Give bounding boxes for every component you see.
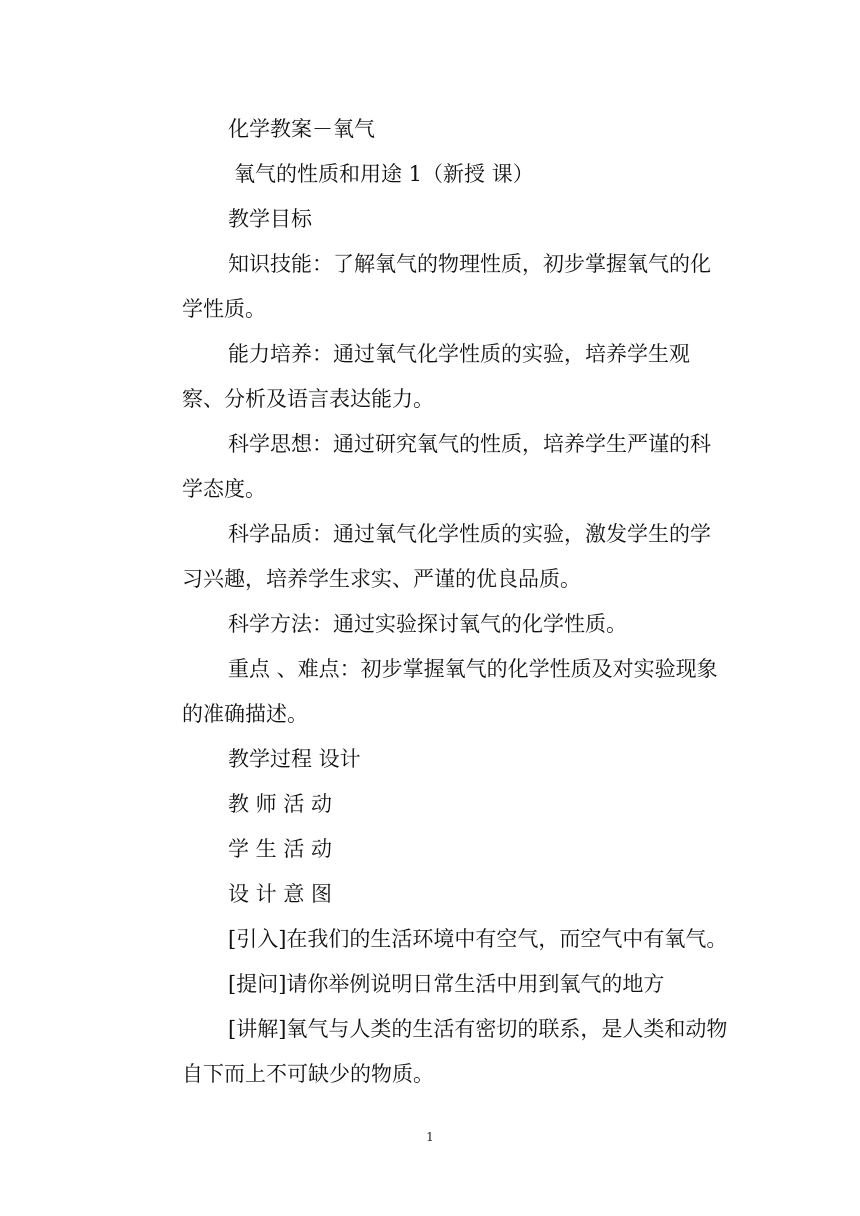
paragraph-explanation: [讲解]氧气与人类的生活有密切的联系，是人类和动物自下而上不可缺少的物质。 bbox=[182, 1017, 728, 1086]
paragraph-scientific-quality: 科学品质：通过氧气化学性质的实验，激发学生的学习兴趣，培养学生求实、严谨的优良品质。 bbox=[182, 522, 711, 591]
section-heading-teaching-process: 教学过程 设计 bbox=[228, 747, 361, 771]
paragraph-question: [提问]请你举例说明日常生活中用到氧气的地方 bbox=[228, 972, 665, 996]
document-title: 化学教案－氧气 bbox=[228, 117, 375, 141]
paragraph-introduction: [引入]在我们的生活环境中有空气，而空气中有氧气。 bbox=[228, 927, 728, 951]
paragraph-scientific-thinking: 科学思想：通过研究氧气的性质，培养学生严谨的科学态度。 bbox=[182, 432, 711, 501]
document-body bbox=[182, 107, 730, 1097]
paragraph-knowledge-skills: 知识技能：了解氧气的物理性质，初步掌握氧气的化学性质。 bbox=[182, 252, 711, 321]
page-number: 1 bbox=[426, 1130, 434, 1144]
paragraph-scientific-method: 科学方法：通过实验探讨氧气的化学性质。 bbox=[228, 612, 627, 636]
column-design-intent: 设 计 意 图 bbox=[228, 882, 333, 906]
column-teacher-activity: 教 师 活 动 bbox=[228, 792, 333, 816]
paragraph-key-points: 重点 、难点：初步掌握氧气的化学性质及对实验现象的准确描述。 bbox=[182, 657, 718, 726]
paragraph-ability-training: 能力培养：通过氧气化学性质的实验，培养学生观察、分析及语言表达能力。 bbox=[182, 342, 690, 411]
column-student-activity: 学 生 活 动 bbox=[228, 837, 333, 861]
lesson-subtitle: 氧气的性质和用途 1（新授 课） bbox=[234, 162, 534, 186]
section-heading-objectives: 教学目标 bbox=[228, 207, 312, 231]
